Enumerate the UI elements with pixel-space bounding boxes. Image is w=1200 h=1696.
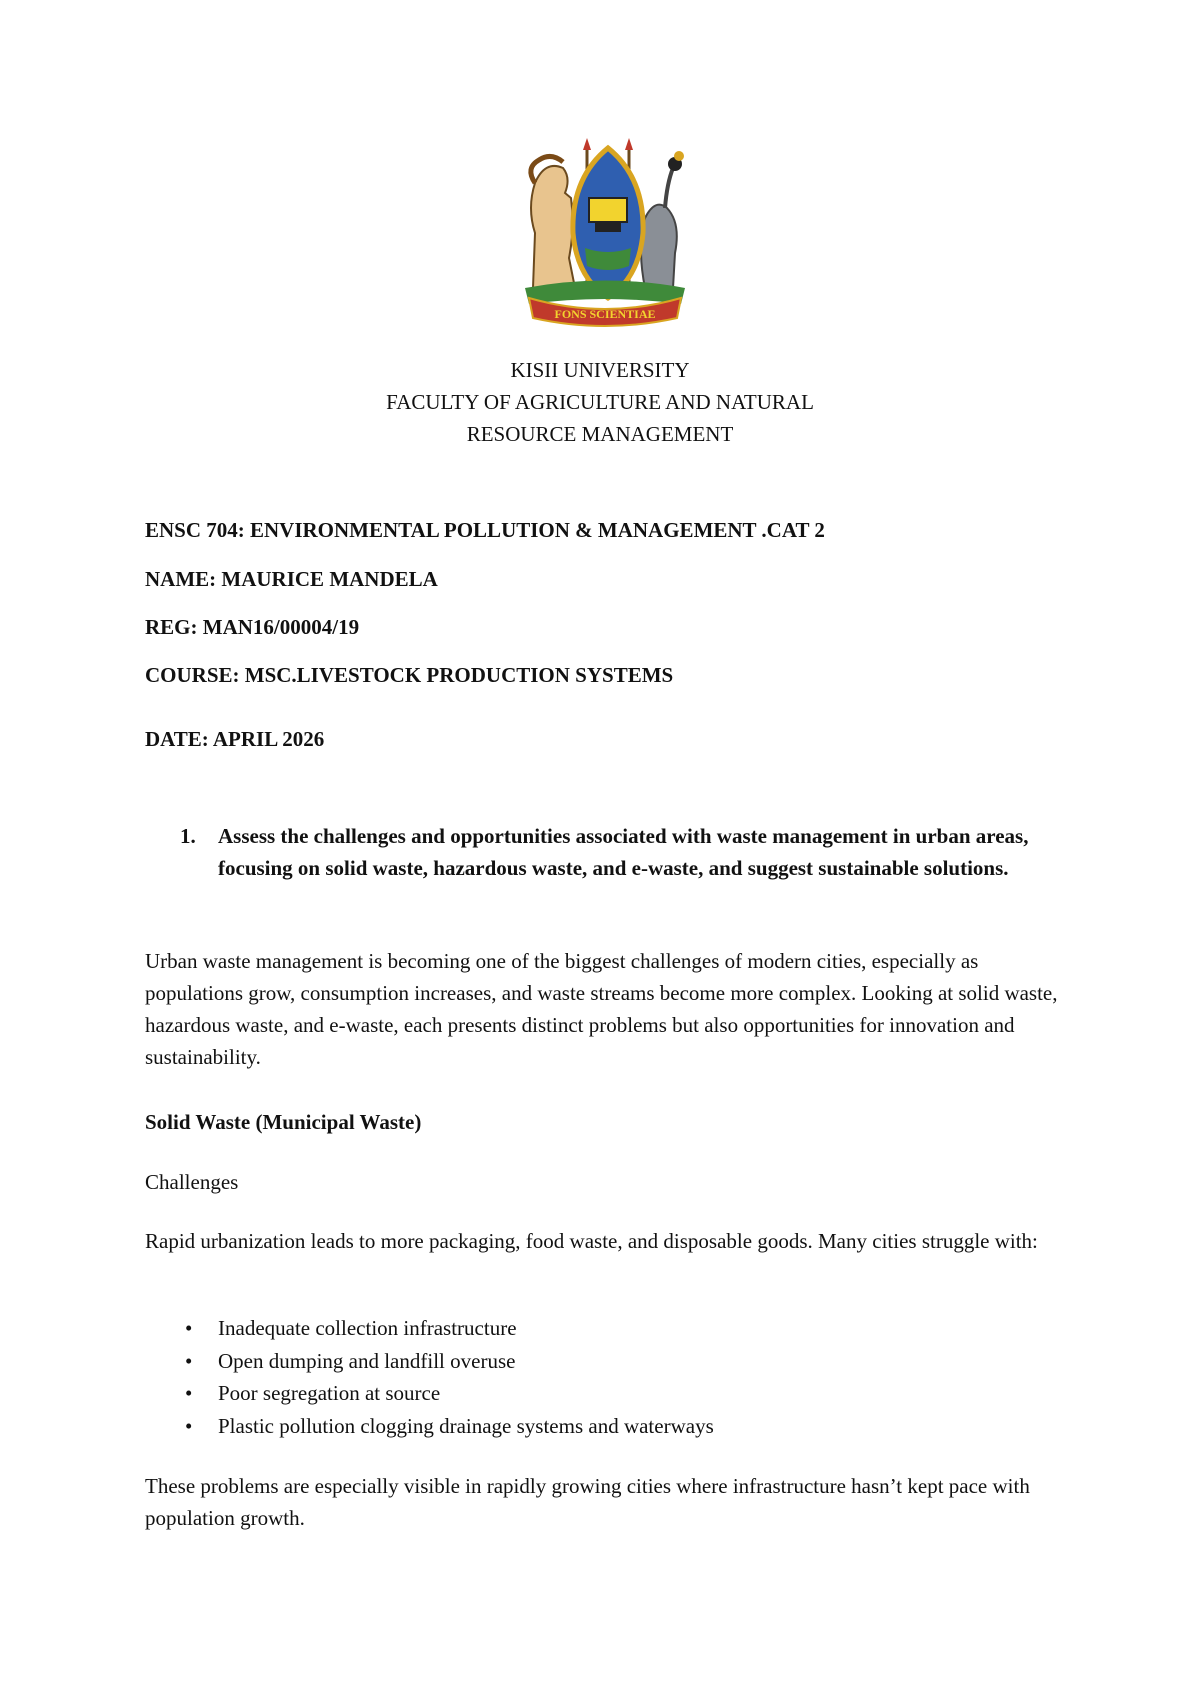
intro-paragraph: Urban waste management is becoming one of the biggest challenges of modern cities, especially as populations grow, consumption increases, and waste streams become more complex. Looking at solid waste, hazardous waste, and e-waste, each presents distinct problems but also opportunities for innovation and sustainability. bbox=[145, 949, 1058, 1069]
question-1 bbox=[180, 820, 1080, 884]
document-header bbox=[0, 354, 1200, 450]
student-name: NAME: MAURICE MANDELA bbox=[145, 567, 438, 591]
registration-number: REG: MAN16/00004/19 bbox=[145, 615, 360, 639]
question-text: Assess the challenges and opportunities associated with waste management in urban areas, focusing on solid waste, hazardous waste, and e-waste, and suggest sustainable solutions. bbox=[218, 824, 1029, 880]
challenges-list bbox=[145, 1312, 714, 1442]
closing-paragraph: These problems are especially visible in rapidly growing cities where infrastructure hasn’t kept pace with population growth. bbox=[145, 1474, 1030, 1530]
course-code: ENSC 704: ENVIRONMENTAL POLLUTION & MANAGEMENT .CAT 2 bbox=[145, 518, 825, 542]
course-name: COURSE: MSC.LIVESTOCK PRODUCTION SYSTEMS bbox=[145, 663, 674, 687]
list-item: • Plastic pollution clogging drainage systems and waterways bbox=[185, 1413, 714, 1438]
university-crest-logo bbox=[505, 138, 705, 328]
section-heading: Solid Waste (Municipal Waste) bbox=[145, 1110, 422, 1134]
challenges-lead: Rapid urbanization leads to more packaging, food waste, and disposable goods. Many cities struggle with: bbox=[145, 1229, 1038, 1253]
crest-motto: FONS SCIENTIAE bbox=[554, 307, 656, 321]
list-item: • Open dumping and landfill overuse bbox=[185, 1348, 516, 1373]
list-item: • Poor segregation at source bbox=[185, 1381, 441, 1405]
list-item: • Inadequate collection infrastructure bbox=[185, 1316, 517, 1340]
question-number: 1. bbox=[180, 824, 196, 848]
faculty-name-line1: FACULTY OF AGRICULTURE AND NATURAL bbox=[386, 390, 814, 414]
university-name: KISII UNIVERSITY bbox=[510, 358, 690, 382]
submission-date: DATE: APRIL 2026 bbox=[145, 727, 325, 751]
faculty-name-line2: RESOURCE MANAGEMENT bbox=[466, 422, 734, 446]
subheading-challenges: Challenges bbox=[145, 1170, 239, 1194]
